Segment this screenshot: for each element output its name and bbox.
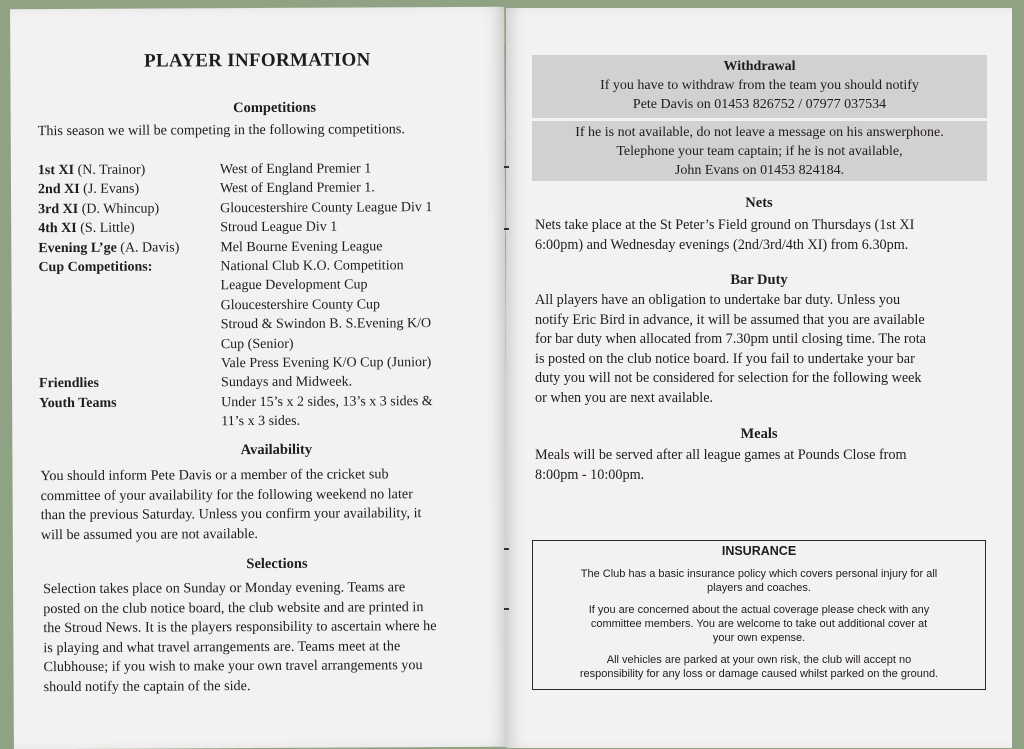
withdrawal-line: John Evans on 01453 824184.	[674, 163, 845, 178]
withdrawal-contact-box	[532, 121, 987, 181]
insurance-paragraph: All vehicles are parked at your own risk, the club will accept no responsibility for any loss or damage caused whilst parked on the ground.	[579, 654, 939, 680]
withdrawal-line: Pete Davis on 01453 826752 / 07977 037534	[632, 97, 887, 112]
table-row: Evening L’ge (A. Davis) Mel Bourne Evening League	[38, 238, 383, 256]
selections-heading: Selections	[246, 555, 308, 573]
table-row: Youth Teams Under 15’s x 2 sides, 13’s x 3 sides &	[39, 393, 433, 412]
meals-heading: Meals	[740, 426, 778, 442]
withdrawal-line: If he is not available, do not leave a message on his answerphone.	[575, 125, 944, 140]
page-title: PLAYER INFORMATION	[144, 49, 371, 72]
insurance-box	[532, 540, 986, 690]
table-row: 11’s x 3 sides.	[221, 414, 301, 430]
selections-text: Selection takes place on Sunday or Monday evening. Teams are posted on the club notice board, the club website and are printed in the Stroud News. It is the players responsibility to ascertain where he is playing and what travel arrangements are. Teams meet at the Clubhouse; if you wish to make your own travel arrangements you should notify the captain of the side.	[43, 579, 437, 695]
withdrawal-line: If you have to withdraw from the team you should notify	[600, 78, 919, 93]
competitions-table	[38, 159, 481, 433]
gutter-mark	[504, 548, 509, 550]
meals-text: Meals will be served after all league games at Pounds Close from 8:00pm - 10:00pm.	[535, 447, 907, 483]
table-row: Gloucestershire County Cup	[220, 297, 381, 314]
availability-heading: Availability	[240, 441, 313, 459]
table-row: Vale Press Evening K/O Cup (Junior)	[220, 355, 432, 372]
insurance-heading: INSURANCE	[721, 544, 797, 558]
table-row: Friendlies Sundays and Midweek.	[38, 374, 353, 392]
table-row: Cup Competitions: National Club K.O. Competition	[38, 258, 404, 276]
withdrawal-heading: Withdrawal	[723, 59, 796, 74]
left-page	[10, 7, 508, 749]
table-row: League Development Cup	[220, 277, 368, 294]
insurance-paragraph: If you are concerned about the actual coverage please check with any committee members. You are welcome to take out additional cover at your own expense.	[588, 604, 930, 644]
table-row: 2nd XI (J. Evans) West of England Premier 1.	[37, 180, 375, 198]
nets-heading: Nets	[745, 195, 773, 211]
bar-duty-text: All players have an obligation to undertake bar duty. Unless you notify Eric Bird in advance, it will be assumed that you are available for bar duty when allocated from 7.30pm until closing time. The rota is posted on the club notice board. If you fail to undertake your bar duty you will not be considered for selection for the following week or when you are next available.	[535, 292, 926, 406]
competitions-heading: Competitions	[233, 99, 317, 117]
table-row: 3rd XI (D. Whincup) Gloucestershire County League Div 1	[38, 199, 433, 217]
withdrawal-box	[532, 55, 987, 118]
nets-text: Nets take place at the St Peter’s Field ground on Thursdays (1st XI 6:00pm) and Wednesday evenings (2nd/3rd/4th XI) from 6.30pm.	[535, 217, 915, 253]
table-row: Cup (Senior)	[220, 336, 294, 352]
gutter-mark	[504, 228, 509, 230]
withdrawal-line: Telephone your team captain; if he is not available,	[616, 144, 903, 159]
availability-text: You should inform Pete Davis or a member of the cricket sub committee of your availability for the following weekend no later than the previous Saturday. Unless you confirm your availability, it will be assumed you are not available.	[40, 466, 422, 543]
table-row: 4th XI (S. Little) Stroud League Div 1	[38, 219, 338, 237]
bar-duty-heading: Bar Duty	[730, 272, 788, 288]
table-row: Stroud & Swindon B. S.Evening K/O	[220, 316, 432, 333]
table-row: 1st XI (N. Trainor) West of England Premier 1	[37, 161, 372, 179]
competitions-intro: This season we will be competing in the following competitions.	[37, 121, 405, 140]
insurance-paragraph: The Club has a basic insurance policy which covers personal injury for all players and coaches.	[580, 568, 938, 594]
gutter-mark	[504, 608, 509, 610]
gutter-mark	[504, 166, 509, 168]
